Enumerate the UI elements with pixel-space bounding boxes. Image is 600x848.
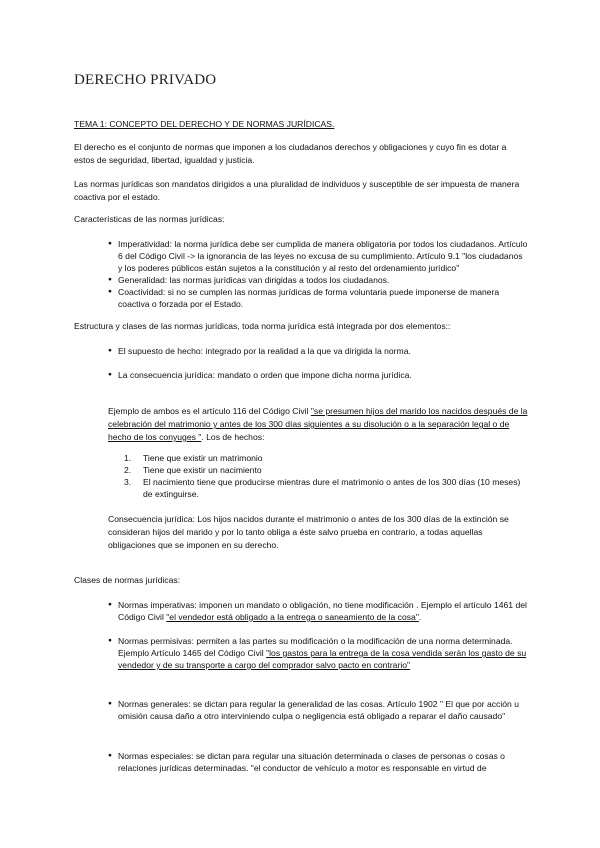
list-item: ● Coactividad: si no se cumplen las normas jurídicas de forma voluntaria puede imponerse de manera coactiva o forzada por el Estado. bbox=[108, 286, 528, 310]
section-heading: TEMA 1: CONCEPTO DEL DERECHO Y DE NORMAS JURÍDICAS. bbox=[74, 119, 335, 129]
elemento-list-2 bbox=[108, 369, 528, 381]
list-item: ● Imperatividad: la norma jurídica debe ser cumplida de manera obligatoria por todos los ciudadanos. Artículo 6 del Código Civil -> la ignorancia de las leyes no excusa de su cumplimiento. Artículo 9.1 "los ciudadanos y los poderes públicos están sujetos a la constitución y al resto del ordenamiento jurídico" bbox=[108, 238, 528, 274]
ejemplo-prefix: Ejemplo de ambos es el artículo 116 del Código Civil bbox=[108, 406, 311, 416]
list-item: ● Generalidad: las normas jurídicas van dirigidas a todos los ciudadanos. bbox=[108, 274, 528, 286]
ejemplo-suffix: . Los de hechos: bbox=[201, 432, 265, 442]
list-item: ● Normas permisivas: permiten a las partes su modificación o la modificación de una norma determinada. Ejemplo Artículo 1465 del Código Civil "los gastos para la entrega de la cosa vendida serán los gasto de su vendedor y de su transporte a cargo del comprador salvo pacto en contrario" bbox=[108, 635, 528, 671]
list-item: ● La consecuencia jurídica: mandato o orden que impone dicha norma jurídica. bbox=[108, 369, 528, 381]
clases-label: Clases de normas jurídicas: bbox=[74, 575, 181, 585]
consecuencia-paragraph: Consecuencia jurídica: Los hijos nacidos durante el matrimonio o antes de los 300 días de la extinción se consideran hijos del marido y por lo tanto obliga a éste salvo prueba en contrario, a todas aquellas obligaciones que se imponen en su derecho. bbox=[108, 514, 509, 550]
list-item: ● Normas imperativas: imponen un mandato o obligación, no tiene modificación . Ejemplo el artículo 1461 del Código Civil "el vendedor está obligado a la entrega o saneamiento de la cosa". bbox=[108, 599, 528, 623]
page-title: DERECHO PRIVADO bbox=[74, 72, 217, 88]
list-item: 3. El nacimiento tiene que producirse mientras dure el matrimonio o antes de los 300 días (10 meses) de extinguirse. bbox=[124, 477, 521, 499]
list-item: ● Normas especiales: se dictan para regular una situación determinada o clases de personas o cosas o relaciones jurídicas determinadas. "el conductor de vehículo a motor es responsable en virtud de bbox=[108, 750, 528, 774]
elemento-list-1 bbox=[108, 345, 528, 357]
list-item: 1. Tiene que existir un matrimonio bbox=[124, 453, 263, 463]
clase-list-3 bbox=[108, 698, 528, 722]
ejemplo-paragraph bbox=[108, 405, 528, 444]
list-item: ● El supuesto de hecho: integrado por la realidad a la que va dirigida la norma. bbox=[108, 345, 528, 357]
caracteristicas-label: Características de las normas jurídicas: bbox=[74, 214, 225, 224]
hechos-list bbox=[124, 452, 528, 500]
list-item: ● Normas generales: se dictan para regular la generalidad de las cosas. Artículo 1902 " El que por acción u omisión causa daño a otro interviniendo culpa o negligencia está obligado a reparar el daño causado" bbox=[108, 698, 528, 722]
estructura-label: Estructura y clases de las normas jurídicas, toda norma jurídica está integrada por dos elementos:: bbox=[74, 321, 451, 331]
ejemplo-quote: "se presumen hijos del marido los nacidos después de la celebración del matrimonio y antes de los 300 días siguientes a su disolución o a la separación legal o de hecho de los conyuges " bbox=[108, 406, 528, 442]
intro-paragraph-2: Las normas jurídicas son mandatos dirigidos a una pluralidad de individuos y susceptible de ser impuesta de manera coactiva por el estado. bbox=[74, 179, 520, 202]
intro-paragraph-1: El derecho es el conjunto de normas que imponen a los ciudadanos derechos y obligaciones y cuyo fin es dotar a estos de seguridad, libertad, igualdad y justicia. bbox=[74, 142, 507, 165]
clase-list-2 bbox=[108, 635, 528, 671]
clase-list-1 bbox=[108, 599, 528, 623]
list-item: 2. Tiene que existir un nacimiento bbox=[124, 465, 262, 475]
clase-list-4 bbox=[108, 750, 528, 774]
caracteristicas-list bbox=[108, 238, 528, 310]
